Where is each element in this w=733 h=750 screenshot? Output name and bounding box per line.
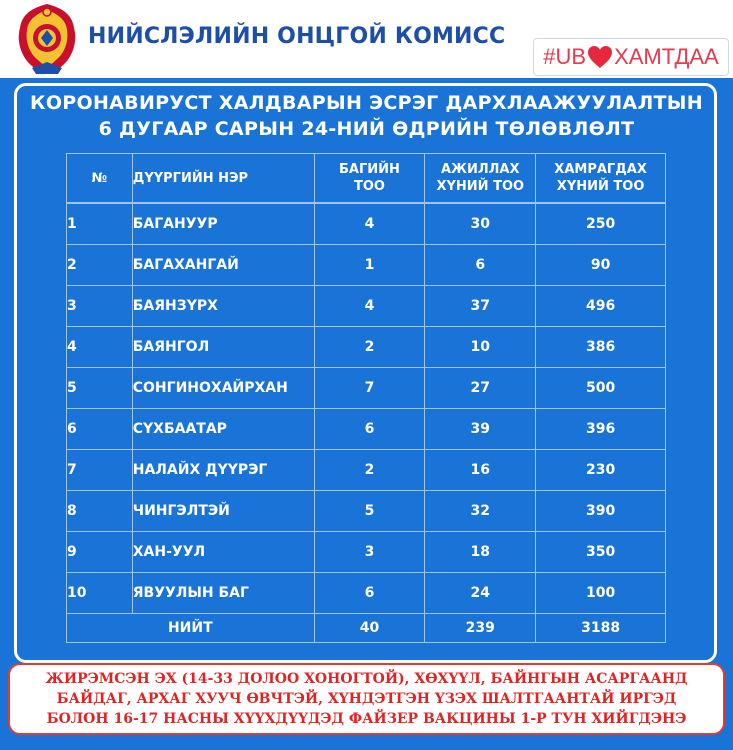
cell-covered: 90 xyxy=(536,245,666,286)
cell-workers: 10 xyxy=(425,327,536,368)
cell-district: СОНГИНОХАЙРХАН xyxy=(132,368,314,409)
main-title-line-2: 6 ДУГААР САРЫН 24-НИЙ ӨДРИЙН ТӨЛӨВЛӨЛТ xyxy=(98,118,635,140)
cell-district: СҮХБААТАР xyxy=(132,409,314,450)
cell-no: 7 xyxy=(67,450,133,491)
cell-workers: 24 xyxy=(425,573,536,614)
cell-district: ЧИНГЭЛТЭЙ xyxy=(132,491,314,532)
table-row xyxy=(67,450,666,491)
cell-teams: 7 xyxy=(314,368,425,409)
cell-workers: 32 xyxy=(425,491,536,532)
total-covered: 3188 xyxy=(536,614,666,643)
cell-covered: 386 xyxy=(536,327,666,368)
table-row xyxy=(67,204,666,245)
note-line-2: БАЙДАГ, АРХАГ ХУУЧ ӨВЧТЭЙ, ХҮНДЭТГЭН ҮЗЭХ ШАЛТГААНТАЙ ИРГЭД xyxy=(56,691,677,707)
cell-covered: 500 xyxy=(536,368,666,409)
cell-no: 5 xyxy=(67,368,133,409)
cell-covered: 496 xyxy=(536,286,666,327)
table-row xyxy=(67,368,666,409)
note-line-3: БОЛОН 16-17 НАСНЫ ХҮҮХДҮҮДЭД ФАЙЗЕР ВАКЦИНЫ 1-Р ТУН ХИЙГДЭНЭ xyxy=(46,711,687,727)
heart-icon xyxy=(587,45,613,69)
cell-no: 8 xyxy=(67,491,133,532)
cell-no: 9 xyxy=(67,532,133,573)
cell-covered: 250 xyxy=(536,204,666,245)
hashtag-left: #UB xyxy=(543,44,587,69)
cell-no: 6 xyxy=(67,409,133,450)
table-row xyxy=(67,409,666,450)
table-row xyxy=(67,286,666,327)
cell-district: БАГАНУУР xyxy=(132,204,314,245)
total-teams: 40 xyxy=(314,614,425,643)
cell-teams: 2 xyxy=(314,450,425,491)
table-header-row xyxy=(67,154,666,203)
cell-covered: 396 xyxy=(536,409,666,450)
table-row xyxy=(67,327,666,368)
table-total-row xyxy=(67,614,666,643)
cell-district: БАЯНГОЛ xyxy=(132,327,314,368)
hashtag-badge xyxy=(533,38,729,76)
cell-workers: 39 xyxy=(425,409,536,450)
cell-teams: 2 xyxy=(314,327,425,368)
table-row xyxy=(67,532,666,573)
table-row xyxy=(67,573,666,614)
header-workers: АЖИЛЛАХ ХҮНИЙ ТОО xyxy=(425,154,536,203)
cell-covered: 100 xyxy=(536,573,666,614)
cell-workers: 18 xyxy=(425,532,536,573)
header-covered: ХАМРАГДАХ ХҮНИЙ ТОО xyxy=(536,154,666,203)
cell-workers: 16 xyxy=(425,450,536,491)
cell-workers: 37 xyxy=(425,286,536,327)
table-row xyxy=(67,491,666,532)
cell-workers: 6 xyxy=(425,245,536,286)
note-line-1: ЖИРЭМСЭН ЭХ (14-33 ДОЛОО ХОНОГТОЙ), ХӨХҮҮЛ, БАЙНГЫН АСАРГААНД xyxy=(45,671,688,687)
cell-teams: 4 xyxy=(314,286,425,327)
cell-no: 4 xyxy=(67,327,133,368)
cell-covered: 390 xyxy=(536,491,666,532)
mongolian-emblem-icon xyxy=(12,2,82,76)
cell-teams: 5 xyxy=(314,491,425,532)
header-no: № xyxy=(67,154,133,203)
vaccination-plan-table xyxy=(66,153,666,643)
cell-district: БАГАХАНГАЙ xyxy=(132,245,314,286)
cell-workers: 30 xyxy=(425,204,536,245)
total-workers: 239 xyxy=(425,614,536,643)
header-district: ДҮҮРГИЙН НЭР xyxy=(132,154,314,203)
top-banner xyxy=(0,0,733,78)
cell-covered: 230 xyxy=(536,450,666,491)
cell-no: 1 xyxy=(67,204,133,245)
cell-teams: 3 xyxy=(314,532,425,573)
table-row xyxy=(67,245,666,286)
cell-no: 10 xyxy=(67,573,133,614)
eligibility-note xyxy=(8,663,725,735)
cell-teams: 6 xyxy=(314,409,425,450)
hashtag-right: ХАМТДАА xyxy=(614,44,719,69)
cell-no: 2 xyxy=(67,245,133,286)
total-label: НИЙТ xyxy=(67,614,315,643)
header-teams: БАГИЙН ТОО xyxy=(314,154,425,203)
cell-teams: 4 xyxy=(314,204,425,245)
cell-district: ЯВУУЛЫН БАГ xyxy=(132,573,314,614)
main-title-line-1: КОРОНАВИРУСТ ХАЛДВАРЫН ЭСРЭГ ДАРХЛААЖУУЛАЛТЫН xyxy=(30,92,703,114)
cell-district: НАЛАЙХ ДҮҮРЭГ xyxy=(132,450,314,491)
org-title: НИЙСЛЭЛИЙН ОНЦГОЙ КОМИСС xyxy=(88,24,506,49)
cell-no: 3 xyxy=(67,286,133,327)
cell-covered: 350 xyxy=(536,532,666,573)
cell-teams: 1 xyxy=(314,245,425,286)
cell-workers: 27 xyxy=(425,368,536,409)
cell-teams: 6 xyxy=(314,573,425,614)
cell-district: ХАН-УУЛ xyxy=(132,532,314,573)
cell-district: БАЯНЗҮРХ xyxy=(132,286,314,327)
